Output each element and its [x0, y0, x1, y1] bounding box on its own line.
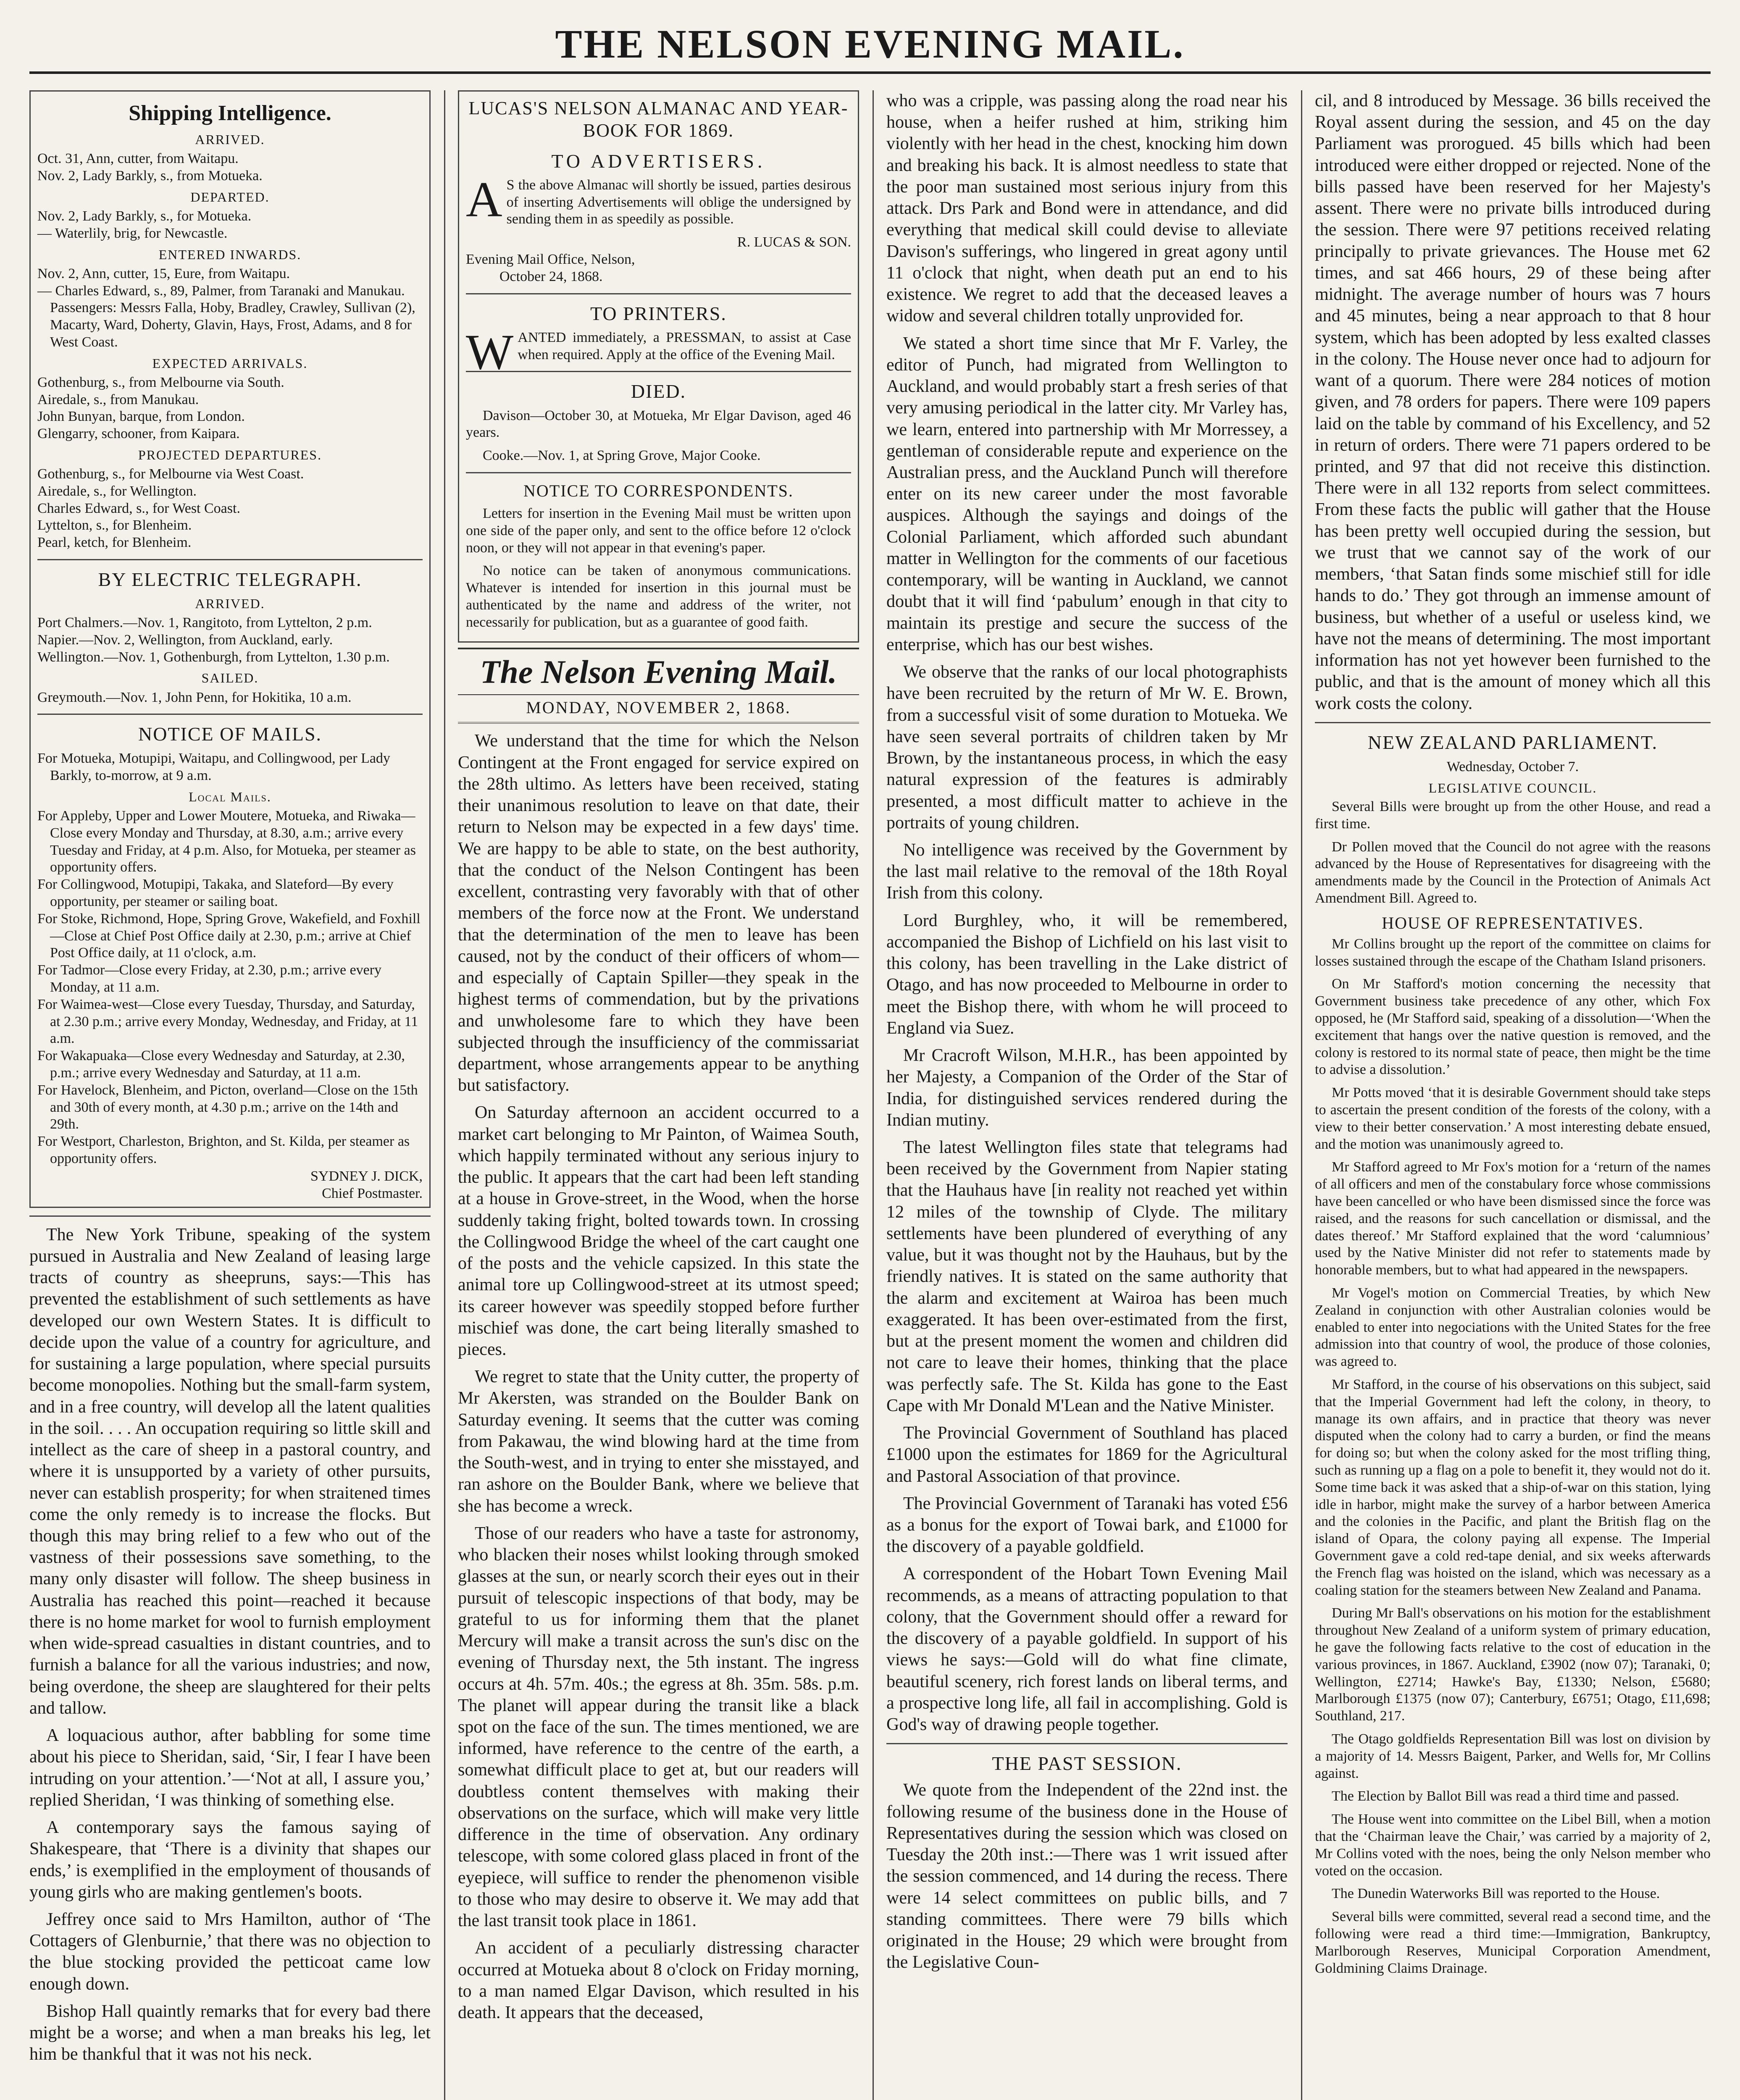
house-paragraph: The Otago goldfields Representation Bill was lost on division by a majority of 14. Messrs Baigent, Parker, and Wells for, Mr Collins against. — [1315, 1731, 1711, 1781]
tel-sailed-line: Greymouth.—Nov. 1, John Penn, for Hokitika, 10 a.m. — [37, 689, 352, 705]
mail-item: For Waimea-west—Close every Tuesday, Thursday, and Saturday, at 2.30 p.m.; arrive every Monday, Wednesday, and Friday, at 11 a.m. — [37, 996, 418, 1047]
mail-item: For Havelock, Blenheim, and Picton, overland—Close on the 15th and 30th of every month, at 4.30 p.m.; arrive on the 14th and 29th. — [37, 1082, 418, 1132]
died-entry: Cooke.—Nov. 1, at Spring Grove, Major Cooke. — [483, 448, 761, 464]
article-paragraph: The latest Wellington files state that telegrams had been received by the Government from Napier stating that the Hauhaus have [in reality not reached yet within 12 miles of the township of Clyde. The military settlements have been plundered of everything of any value, but it was thought not by the Hauhaus, but by the friendly natives. It is stated on the same authority that the alarm and excitement at Wairoa has been much exaggerated. It has been over-estimated from the first, but at the present moment the women and children did not care to leave their homes, thinking that the place was perfectly safe. The St. Kilda has gone to the East Cape with Mr Donald M'Lean and the Native Minister. — [886, 1138, 1288, 1415]
article-paragraph: We understand that the time for which the Nelson Contingent at the Front engaged for service expired on the 28th ultimo. As letters have been received, stating their unanimous resolution to leave on that date, their return to Nelson may be expected in a few days' time. We are happy to be able to state, on the best authority, that the conduct of the Nelson Contingent has been excellent, contrasting very favorably with that of other members of the force now at the Front. We understand that the determination of the men to leave has been caused, not by the conduct of their officers of whom—and especially of Captain Spiller—they speak in the highest terms of commendation, but by the privations and unwholesome fare to which they have been subjected through the insufficiency of the commissariat department, whose arrangements appear to be anything but satisfactory. — [458, 731, 859, 1095]
mail-item: For Tadmor—Close every Friday, at 2.30, p.m.; arrive every Monday, at 11 a.m. — [37, 962, 382, 995]
arrived-head: ARRIVED. — [195, 132, 265, 147]
article-paragraph: We quote from the Independent of the 22nd inst. the following resume of the business done in the House of Representatives during the session which was closed on Tuesday the 20th inst.:—There was 1 writ issued after the session commenced, and 14 during the recess. There were 14 select committees on public bills, and 7 standing committees. There were 79 bills which originated in the House; 29 which were brought from the Legislative Coun- — [886, 1780, 1288, 1972]
dropcap: A — [466, 171, 502, 227]
arrived-line: Nov. 2, Lady Barkly, s., from Motueka. — [37, 168, 263, 184]
departed-line: — Waterlily, brig, for Newcastle. — [37, 225, 228, 241]
article-paragraph: The Provincial Government of Taranaki has voted £56 as a bonus for the export of Towai bark, and £1000 for the discovery of a payable goldfield. — [886, 1494, 1288, 1557]
printers-title: TO PRINTERS. — [590, 302, 727, 324]
house-paragraph: Mr Potts moved ‘that it is desirable Government should take steps to ascertain the present condition of the forests of the colony, with a view to their better conservation.’ A most interesting debate ensued, and the motion was unanimously agreed to. — [1315, 1085, 1711, 1152]
mail-item: For Westport, Charleston, Brighton, and St. Kilda, per steamer as opportunity offers. — [37, 1134, 410, 1166]
house-paragraph: The Election by Ballot Bill was read a third time and passed. — [1332, 1788, 1680, 1804]
tel-arrived-head: ARRIVED. — [195, 596, 265, 612]
column-3 — [886, 90, 1288, 2100]
tel-arrived-line: Wellington.—Nov. 1, Gothenburgh, from Lyttelton, 1.30 p.m. — [37, 649, 390, 665]
died-entry: Davison—October 30, at Motueka, Mr Elgar Davison, aged 46 years. — [466, 407, 851, 441]
tel-sailed-head: SAILED. — [201, 670, 259, 686]
almanac-body: S the above Almanac will shortly be issued, parties desirous of inserting Advertisements will oblige the undersigned by sending them in as speedily as possible. — [506, 177, 851, 227]
mail-item: For Wakapuaka—Close every Wednesday and Saturday, at 2.30, p.m.; arrive every Wednesday and Saturday, at 11 a.m. — [37, 1048, 405, 1081]
article-paragraph: cil, and 8 introduced by Message. 36 bills received the Royal assent during the session, and 45 on the day Parliament was prorogued. 45 bills which had been introduced were either dropped or rejected. None of the bills passed have been reserved for her Majesty's assent. There were no private bills introduced during the session. There were 97 petitions received relating principally to private grievances. The House met 62 times, and sat 466 hours, 29 of these being after midnight. The average number of hours was 7 hours and 45 minutes, being a near approach to that 8 hour system, which has been adopted by less exalted classes in the colony. The House never once had to adjourn for want of a quorum. There were 284 notices of motion given, and 78 orders for papers. There were 109 papers laid on the table by command of his Excellency, and 52 in return of orders. There were 71 papers ordered to be printed, and 97 that did not receive this distinction. There were in all 132 reports from select committees. From these facts the public will gather that the House has been pretty well occupied during the session, but we trust that we cannot say of the work of our members, ‘that Satan finds some mischief still for idle hands to do.’ They got through an immense amount of business, but whether of a useful or useless kind, we have not the means of determining. The most important information has not yet however been furnished to the public, and that is the amount of money which all this work costs the colony. — [1315, 91, 1711, 713]
article-paragraph: A correspondent of the Hobart Town Evening Mail recommends, as a means of attracting population to that colony, that the Government should offer a reward for the discovery of a payable goldfield. In support of his views he says:—Gold will do what fine climate, beautiful scenery, rich forest lands on liberal terms, and a prospective long life, all fail in accomplishing. Gold is God's way of drawing people together. — [886, 1564, 1288, 1735]
house-paragraph: The House went into committee on the Libel Bill, when a motion that the ‘Chairman leave the Chair,’ was carried by a majority of 2, Mr Collins voted with the noes, being the only Nelson member who voted on the occasion. — [1315, 1811, 1711, 1879]
entered-head: ENTERED INWARDS. — [158, 247, 302, 262]
house-paragraph: Mr Stafford agreed to Mr Fox's motion for a ‘return of the names of all officers and men of the constabulary force whose commissions have been cancelled or who have been dismissed since the force was raised, and the reasons for such cancellation or dismissal, and the dates thereof.’ Mr Stafford explained that the word ‘calumnious’ used by the Native Minister did not refer to statements made by honorable members, but to what had appeared in the newspapers. — [1315, 1159, 1711, 1278]
expected-line: John Bunyan, barque, from London. — [37, 409, 245, 425]
correspondents-paragraph: No notice can be taken of anonymous communications. Whatever is intended for insertion in this journal must be authenticated by the name and address of the writer, not necessarily for publication, but as a guarantee of good faith. — [466, 563, 851, 630]
column-2 — [458, 90, 859, 2100]
dropcap: W — [466, 323, 514, 380]
shipping-title: Shipping Intelligence. — [129, 101, 331, 125]
projected-line: Pearl, ketch, for Blenheim. — [37, 535, 192, 551]
expected-line: Glengarry, schooner, from Kaipara. — [37, 426, 240, 442]
article-paragraph: No intelligence was received by the Government by the last mail relative to the removal of the 18th Royal Irish from this colony. — [886, 840, 1288, 903]
almanac-signer: R. LUCAS & SON. — [737, 234, 851, 250]
entered-line: Nov. 2, Ann, cutter, 15, Eure, from Waitapu. — [37, 265, 290, 281]
printers-body: ANTED immediately, a PRESSMAN, to assist at Case when required. Apply at the office of the Evening Mail. — [518, 329, 851, 362]
projected-line: Gothenburg, s., for Melbourne via West Coast. — [37, 466, 304, 482]
house-paragraph: Several bills were committed, several read a second time, and the following were read a third time:—Immigration, Bankruptcy, Marlborough Reserves, Municipal Corporation Amendment, Goldmining Claims Drainage. — [1315, 1909, 1711, 1976]
article-paragraph: Lord Burghley, who, it will be remembered, accompanied the Bishop of Lichfield on his last visit to this colony, has been travelling in the Lake district of Otago, and has now proceeded to Melbourne in order to meet the Bishop there, with whom he will proceed to England via Suez. — [886, 911, 1288, 1038]
column-rule — [444, 90, 445, 2100]
column-1 — [29, 90, 431, 2100]
almanac-date: October 24, 1868. — [499, 268, 603, 284]
arrived-line: Oct. 31, Ann, cutter, from Waitapu. — [37, 151, 239, 167]
mails-signer-title: Chief Postmaster. — [322, 1186, 423, 1202]
house-paragraph: During Mr Ball's observations on his motion for the establishment throughout New Zealand of a uniform system of primary education, he gave the following facts relative to the cost of education in the various provinces, in 1867. Auckland, £3902 (now 07); Taranaki, 0; Wellington, £2714; Hawke's Bay, £1330; Nelson, £5680; Marlborough £1375 (now 07); Canterbury, £6751; Otago, £11,698; Southland, 217. — [1315, 1605, 1711, 1724]
house-paragraph: On Mr Stafford's motion concerning the necessity that Government business take precedence of any other, which Fox opposed, he (Mr Stafford said, speaking of a dissolution—‘When the excitement that hangs over the native question is removed, and the colony is restored to its normal state of peace, then might be the time to advise a dissolution.’ — [1315, 976, 1711, 1078]
mail-item: For Appleby, Upper and Lower Moutere, Motueka, and Riwaka—Close every Monday and Thursday, at 8.30, a.m.; arrive every Tuesday and Friday, at 4 p.m. Also, for Motueka, per steamer as opportunity offers. — [37, 808, 416, 875]
council-head: LEGISLATIVE COUNCIL. — [1428, 780, 1597, 795]
article-paragraph: The Provincial Government of Southland has placed £1000 upon the estimates for 1869 for the Agricultural and Pastoral Association of that province. — [886, 1423, 1288, 1486]
shipping-box — [29, 90, 431, 1208]
dateline: MONDAY, NOVEMBER 2, 1868. — [458, 698, 859, 724]
projected-line: Charles Edward, s., for West Coast. — [37, 500, 240, 516]
past-session-title: THE PAST SESSION. — [992, 1753, 1182, 1774]
house-paragraph: Mr Vogel's motion on Commercial Treaties, by which New Zealand in conjunction with other Australian colonies would be enabled to enter into negociations with the United States for the free admission into that country of wool, the produce of those colonies, was agreed to. — [1315, 1285, 1711, 1370]
mails-title: NOTICE OF MAILS. — [138, 723, 322, 745]
almanac-title: LUCAS'S NELSON ALMANAC AND YEAR-BOOK FOR 1869. — [468, 98, 849, 141]
tel-arrived-line: Port Chalmers.—Nov. 1, Rangitoto, from Lyttelton, 2 p.m. — [37, 615, 372, 631]
projected-line: Lyttelton, s., for Blenheim. — [37, 517, 192, 533]
house-paragraph: Mr Collins brought up the report of the committee on claims for losses sustained through the escape of the Chatham Island prisoners. — [1315, 936, 1711, 969]
column-4 — [1315, 90, 1711, 2100]
article-paragraph: Mr Cracroft Wilson, M.H.R., has been appointed by her Majesty, a Companion of the Order of the Star of India, for distinguished services rendered during the Indian mutiny. — [886, 1046, 1288, 1130]
house-paragraph: Mr Stafford, in the course of his observations on this subject, said that the Imperial Government had left the colony, in theory, to manage its own affairs, and in practice that theory was never disputed when the colony had to carry a burden, or find the means for doing so; but when the colony asked for the most trifling thing, such as running up a flag on a pole to benefit it, they would not do it. Some time back it was asked that a ship-of-war on this station, lying idle in harbor, might make the survey of a harbor between America and the colonies in the Pacific, and plant the British flag on the island of Opara, the colony paying all expense. The Imperial Government gave a cold red-tape denial, and six weeks afterwards the French flag was hoisted on the island, which was necessary as a coaling station for the steamers between New Zealand and Panama. — [1315, 1377, 1711, 1598]
tel-arrived-line: Napier.—Nov. 2, Wellington, from Auckland, early. — [37, 632, 333, 648]
article-paragraph: We observe that the ranks of our local photographists have been recruited by the return of Mr W. E. Brown, from a successful visit of some duration to Motueka. We have seen several portraits of children taken by Mr Brown, by the instantaneous process, in which the easy natural expression of the features is admirably presented, a most difficult matter to achieve in the portraits of young children. — [886, 662, 1288, 832]
projected-head: PROJECTED DEPARTURES. — [138, 447, 322, 462]
parliament-date: Wednesday, October 7. — [1446, 759, 1579, 774]
telegraph-title: BY ELECTRIC TELEGRAPH. — [98, 568, 362, 590]
expected-line: Gothenburg, s., from Melbourne via South. — [37, 374, 284, 390]
council-paragraph: Several Bills were brought up from the other House, and read a first time. — [1315, 799, 1711, 832]
article-paragraph: Bishop Hall quaintly remarks that for every bad there might be a worse; and when a man breaks his leg, let him be thankful that it was not his neck. — [29, 2001, 431, 2064]
correspondents-paragraph: Letters for insertion in the Evening Mail must be written upon one side of the paper only, and sent to the office before 12 o'clock noon, or they will not appear in that evening's paper. — [466, 505, 851, 556]
almanac-subtitle: TO ADVERTISERS. — [551, 150, 766, 172]
council-paragraph: Dr Pollen moved that the Council do not agree with the reasons advanced by the House of Representatives for disagreeing with the amendments made by the Council in the Protection of Animals Act Amendment Bill. Agreed to. — [1315, 839, 1711, 906]
projected-line: Airedale, s., for Wellington. — [37, 483, 197, 499]
masthead: THE NELSON EVENING MAIL. — [29, 17, 1711, 74]
expected-line: Airedale, s., from Manukau. — [37, 391, 199, 407]
died-title: DIED. — [631, 381, 686, 402]
house-paragraph: The Dunedin Waterworks Bill was reported to the House. — [1332, 1886, 1660, 1902]
article-paragraph: Jeffrey once said to Mrs Hamilton, author of ‘The Cottagers of Glenburnie,’ that there was no objection to the blue stocking provided the petticoat came low enough down. — [29, 1909, 431, 1994]
mails-intro: For Motueka, Motupipi, Waitapu, and Collingwood, per Lady Barkly, to-morrow, at 9 a.m. — [37, 751, 390, 784]
house-head: HOUSE OF REPRESENTATIVES. — [1382, 913, 1644, 932]
almanac-address: Evening Mail Office, Nelson, — [466, 251, 635, 267]
expected-head: EXPECTED ARRIVALS. — [152, 355, 308, 371]
article-paragraph: An accident of a peculiarly distressing character occurred at Motueka about 8 o'clock on Friday morning, to a man named Elgar Davison, which resulted in his death. It appears that the deceased, — [458, 1938, 859, 2023]
entered-line: — Charles Edward, s., 89, Palmer, from Taranaki and Manukau. Passengers: Messrs Falla, Hoby, Bradley, Crawley, Sullivan (2), Macarty, Ward, Doherty, Glavin, Hays, Frost, Adams, and 8 for West Coast. — [37, 283, 415, 350]
article-paragraph: Those of our readers who have a taste for astronomy, who blacken their noses whilst looking through smoked glasses at the sun, or nearly scorch their eyes out in their pursuit of telescopic inspections of that body, may be grateful to us for informing them that the planet Mercury will make a transit across the sun's disc on the evening of Thursday next, the 5th instant. The ingress occurs at 4h. 57m. 40s.; the egress at 8h. 35m. 58s. p.m. The planet will appear during the transit like a black spot on the face of the sun. The times mentioned, we are informed, have reference to the centre of the earth, a somewhat difficult place to get at, but our readers will doubtless content themselves with making their observations on the surface, which will make very little difference in the time of observation. Any ordinary telescope, with some colored glass placed in front of the eyepiece, will suffice to render the phenomenon visible to those who may desire to observe it. We may add that the last transit took place in 1861. — [458, 1523, 859, 1931]
article-paragraph: We regret to state that the Unity cutter, the property of Mr Akersten, was stranded on the Boulder Bank on Saturday evening. It seems that the cutter was coming from Pakawau, the wind blowing hard at the time from the South-west, and in trying to enter she misstayed, and ran ashore on the Boulder Bank, where we believe that she has become a wreck. — [458, 1367, 859, 1516]
correspondents-title: NOTICE TO CORRESPONDENTS. — [523, 481, 794, 500]
column-rule — [1301, 90, 1302, 2100]
mail-item: For Stoke, Richmond, Hope, Spring Grove, Wakefield, and Foxhill—Close at Chief Post Office daily at 2.30, p.m.; arrive at Chief Post Office daily, at 11 o'clock, a.m. — [37, 911, 421, 961]
article-paragraph: We stated a short time since that Mr F. Varley, the editor of Punch, had migrated from Wellington to Auckland, and would probably start a fresh series of that very amusing periodical in the latter city. Mr Varley has, we learn, entered into partnership with Mr Morressey, a gentleman of considerable repute and experience on the Australian press, and the Auckland Punch will therefore enter on its new career under the most favorable auspices. Although the sayings and doings of the Colonial Parliament, which afforded such abundant matter in Wellington for the comments of our facetious contemporary, will be wanting in Auckland, we cannot doubt that it will find ‘pabulum’ enough in that city to maintain its prestige and secure the success of the enterprise, which has our best wishes. — [886, 333, 1288, 654]
article-paragraph: On Saturday afternoon an accident occurred to a market cart belonging to Mr Painton, of Waimea South, which happily terminated without any serious injury to the public. It appears that the cart had been left standing at a house in Grove-street, in the Wood, when the horse suddenly taking fright, bolted towards town. In crossing the Collingwood Bridge the wheel of the cart caught one of the posts and the vehicle capsized. In this state the animal tore up Collingwood-street at its utmost speed; its career however was speedily stopped before further mischief was done, the cart being literally smashed to pieces. — [458, 1103, 859, 1360]
departed-head: DEPARTED. — [190, 189, 270, 205]
article-paragraph: A contemporary says the famous saying of Shakespeare, that ‘There is a divinity that shapes our ends,’ is exemplified in the employment of thousands of young girls who are making gentlemen's boots. — [29, 1818, 431, 1902]
departed-line: Nov. 2, Lady Barkly, s., for Motueka. — [37, 208, 252, 224]
article-paragraph: The New York Tribune, speaking of the system pursued in Australia and New Zealand of leasing large tracts of country as sheepruns, says:—This has prevented the establishment of such settlements as have developed our own Western States. It is difficult to decide upon the value of a country for agriculture, and for sustaining a large population, where special pursuits become monopolies. Nothing but the small-farm system, and in a free country, will develop all the latent qualities in the soil. . . . An occupation requiring so little skill and intellect as the care of sheep in a pastoral country, and where it is unsupported by a variety of other pursuits, never can establish prosperity; for when straitened times come the only remedy is to increase the flocks. But though this may bring relief to a few who out of the vastness of their possessions save something, to the many only disaster will follow. The sheep business in Australia has reached this point—reached it because there is no home market for wool to furnish employment when wide-spread casualties in distant countries, and to furnish a balance for all the various industries; and now, being overdone, the sheep are slaughtered for their pelts and tallow. — [29, 1225, 431, 1718]
paper-title: The Nelson Evening Mail. — [458, 648, 859, 695]
mails-signer: SYDNEY J. DICK, — [310, 1168, 423, 1184]
column-rule — [873, 90, 874, 2100]
almanac-ad — [458, 90, 859, 643]
article-paragraph: who was a cripple, was passing along the road near his house, when a heifer rushed at him, striking him violently with her head in the chest, knocking him down and breaking his back. It is almost needless to state that the poor man sustained most serious injury from this attack. Drs Park and Bond were in attendance, and did everything that medical skill could devise to alleviate Davison's sufferings, who lingered in great agony until 11 o'clock that night, when death put an end to his existence. We regret to add that the deceased leaves a widow and several children totally unprovided for. — [886, 91, 1288, 326]
local-mails-head: Local Mails. — [189, 789, 271, 804]
parliament-title: NEW ZEALAND PARLIAMENT. — [1367, 731, 1658, 753]
mail-item: For Collingwood, Motupipi, Takaka, and Slateford—By every opportunity, per steamer or sailing boat. — [37, 877, 394, 910]
article-paragraph: A loquacious author, after babbling for some time about his piece to Sheridan, said, ‘Sir, I fear I have been intruding on your attention.’—‘Not at all, I assure you,’ replied Sheridan, ‘I was thinking of something else. — [29, 1726, 431, 1810]
columns — [29, 90, 1711, 2100]
